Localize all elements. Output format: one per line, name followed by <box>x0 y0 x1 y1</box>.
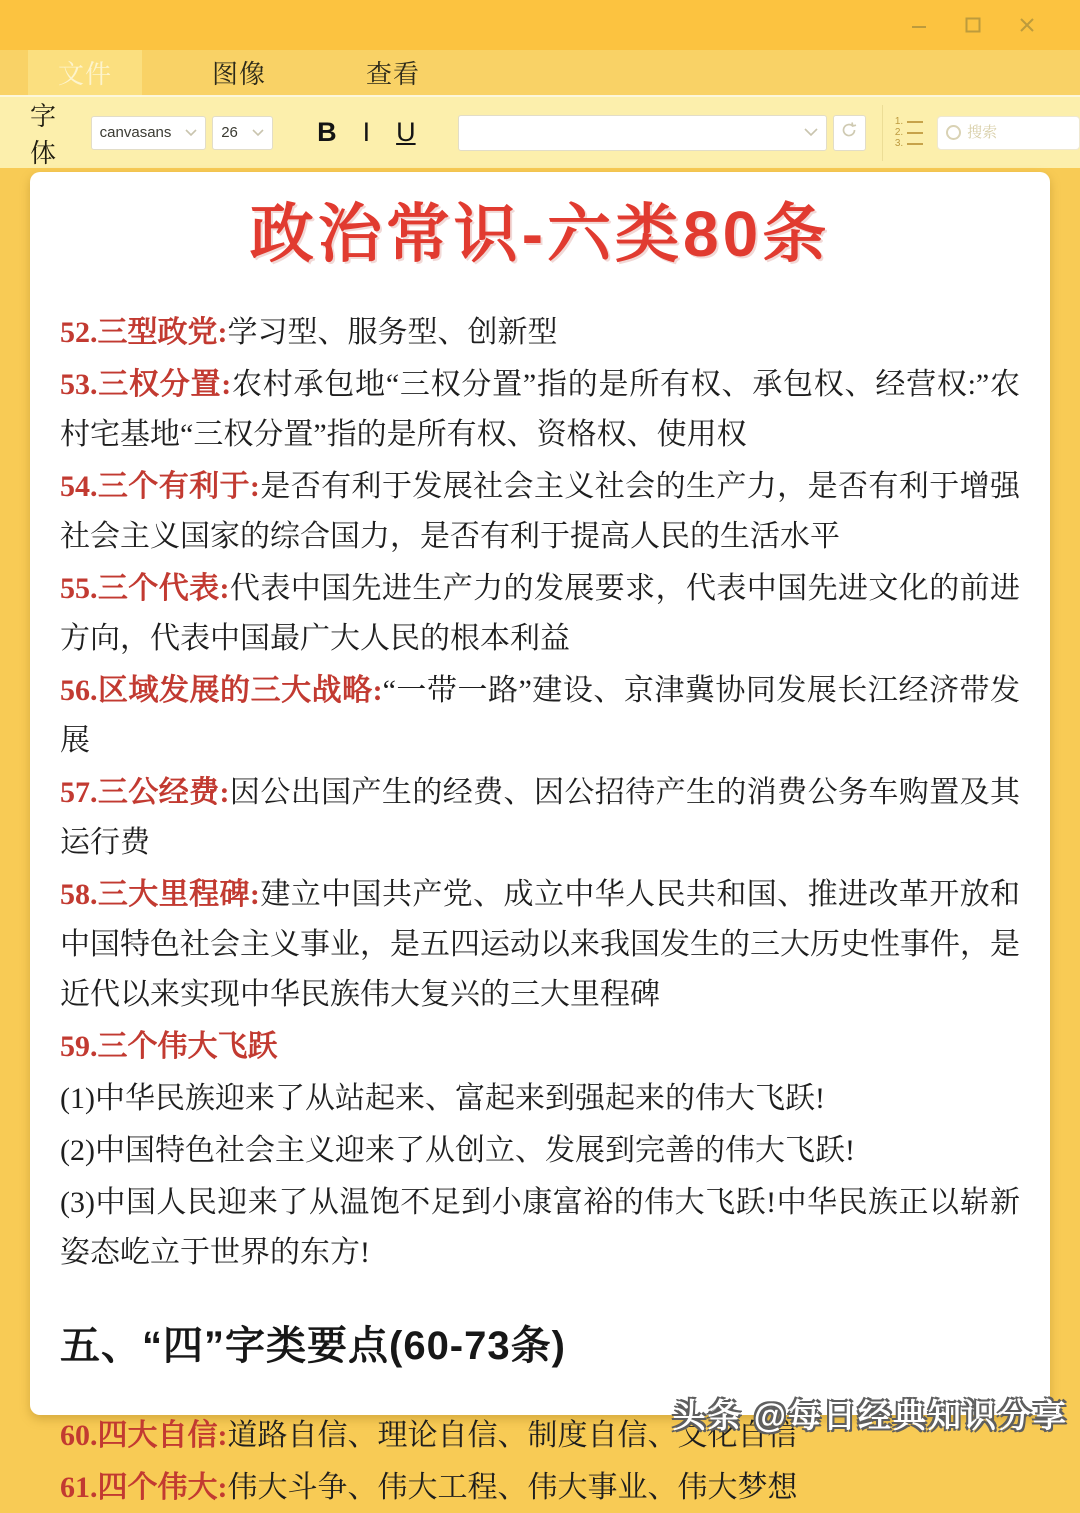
list-item: (1)中华民族迎来了从站起来、富起来到强起来的伟大飞跃! <box>60 1082 825 1115</box>
font-label: 字体 <box>30 100 58 168</box>
minimize-button[interactable] <box>906 12 932 38</box>
list-item: 60.四大自信:道路自信、理论自信、制度自信、文化自信 <box>60 1419 798 1452</box>
list-item: 61.四个伟大:伟大斗争、伟大工程、伟大事业、伟大梦想 <box>60 1471 798 1504</box>
search-icon <box>946 125 961 140</box>
list-item: (3)中国人民迎来了从温饱不足到小康富裕的伟大飞跃!中华民族正以崭新姿态屹立于世界的东方! <box>60 1186 1020 1269</box>
menu-tab-image[interactable]: 图像 <box>212 59 267 89</box>
list-item: 58.三大里程碑:建立中国共产党、成立中华人民共和国、推进改革开放和中国特色社会主义事业，是五四运动以来我国发生的三大历史性事件，是近代以来实现中华民族伟大复兴的三大里程碑 <box>60 878 1021 1011</box>
list-item: 56.区域发展的三大战略:“一带一路”建设、京津冀协同发展长江经济带发展 <box>60 674 1020 757</box>
list-item: 57.三公经费:因公出国产生的经费、因公招待产生的消费公务车购置及其运行费 <box>60 776 1020 859</box>
bold-button[interactable]: B <box>317 117 337 147</box>
list-item: 52.三型政党:学习型、服务型、创新型 <box>60 316 558 349</box>
refresh-button[interactable] <box>833 115 866 151</box>
window-controls <box>906 12 1040 38</box>
font-size-select[interactable] <box>212 116 273 150</box>
numbered-list-icon[interactable]: 1. 2. 3. <box>895 116 923 149</box>
maximize-button[interactable] <box>960 12 986 38</box>
document-items <box>60 308 1020 1513</box>
menu-bar <box>0 50 1080 95</box>
search-box <box>937 116 1080 150</box>
refresh-icon <box>840 121 858 144</box>
list-item: (2)中国特色社会主义迎来了从创立、发展到完善的伟大飞跃! <box>60 1134 855 1167</box>
list-item: 54.三个有利于:是否有利于发展社会主义社会的生产力，是否有利于增强社会主义国家的综合国力，是否有利于提高人民的生活水平 <box>60 470 1021 553</box>
toolbar-divider <box>882 105 883 161</box>
window-titlebar <box>0 0 1080 50</box>
watermark-text: 头条 @每日经典知识分享 <box>672 1397 1068 1434</box>
menu-tab-file[interactable]: 文件 <box>28 50 142 95</box>
document-title: 政治常识-六类80条 <box>249 198 831 270</box>
style-select[interactable] <box>458 115 827 151</box>
font-family-select[interactable] <box>91 116 207 150</box>
italic-button[interactable]: I <box>362 117 371 147</box>
format-toolbar <box>0 95 1080 168</box>
search-input[interactable] <box>967 124 1071 141</box>
close-button[interactable] <box>1014 12 1040 38</box>
list-item: 53.三权分置:农村承包地“三权分置”指的是所有权、承包权、经营权:”农村宅基地“三权分置”指的是所有权、资格权、使用权 <box>60 368 1020 451</box>
chevron-down-icon <box>185 124 197 142</box>
underline-button[interactable]: U <box>396 117 416 147</box>
list-item: 55.三个代表:代表中国先进生产力的发展要求，代表中国先进文化的前进方向，代表中国最广大人民的根本利益 <box>60 572 1020 655</box>
menu-tab-view[interactable]: 查看 <box>366 59 421 89</box>
chevron-down-icon <box>804 124 818 142</box>
list-item: 59.三个伟大飞跃 <box>60 1030 278 1063</box>
font-family-value: canvasans <box>99 124 172 141</box>
section-heading: 五、“四”字类要点(60-73条) <box>60 1324 566 1368</box>
font-size-value: 26 <box>221 124 238 141</box>
chevron-down-icon <box>252 124 264 142</box>
